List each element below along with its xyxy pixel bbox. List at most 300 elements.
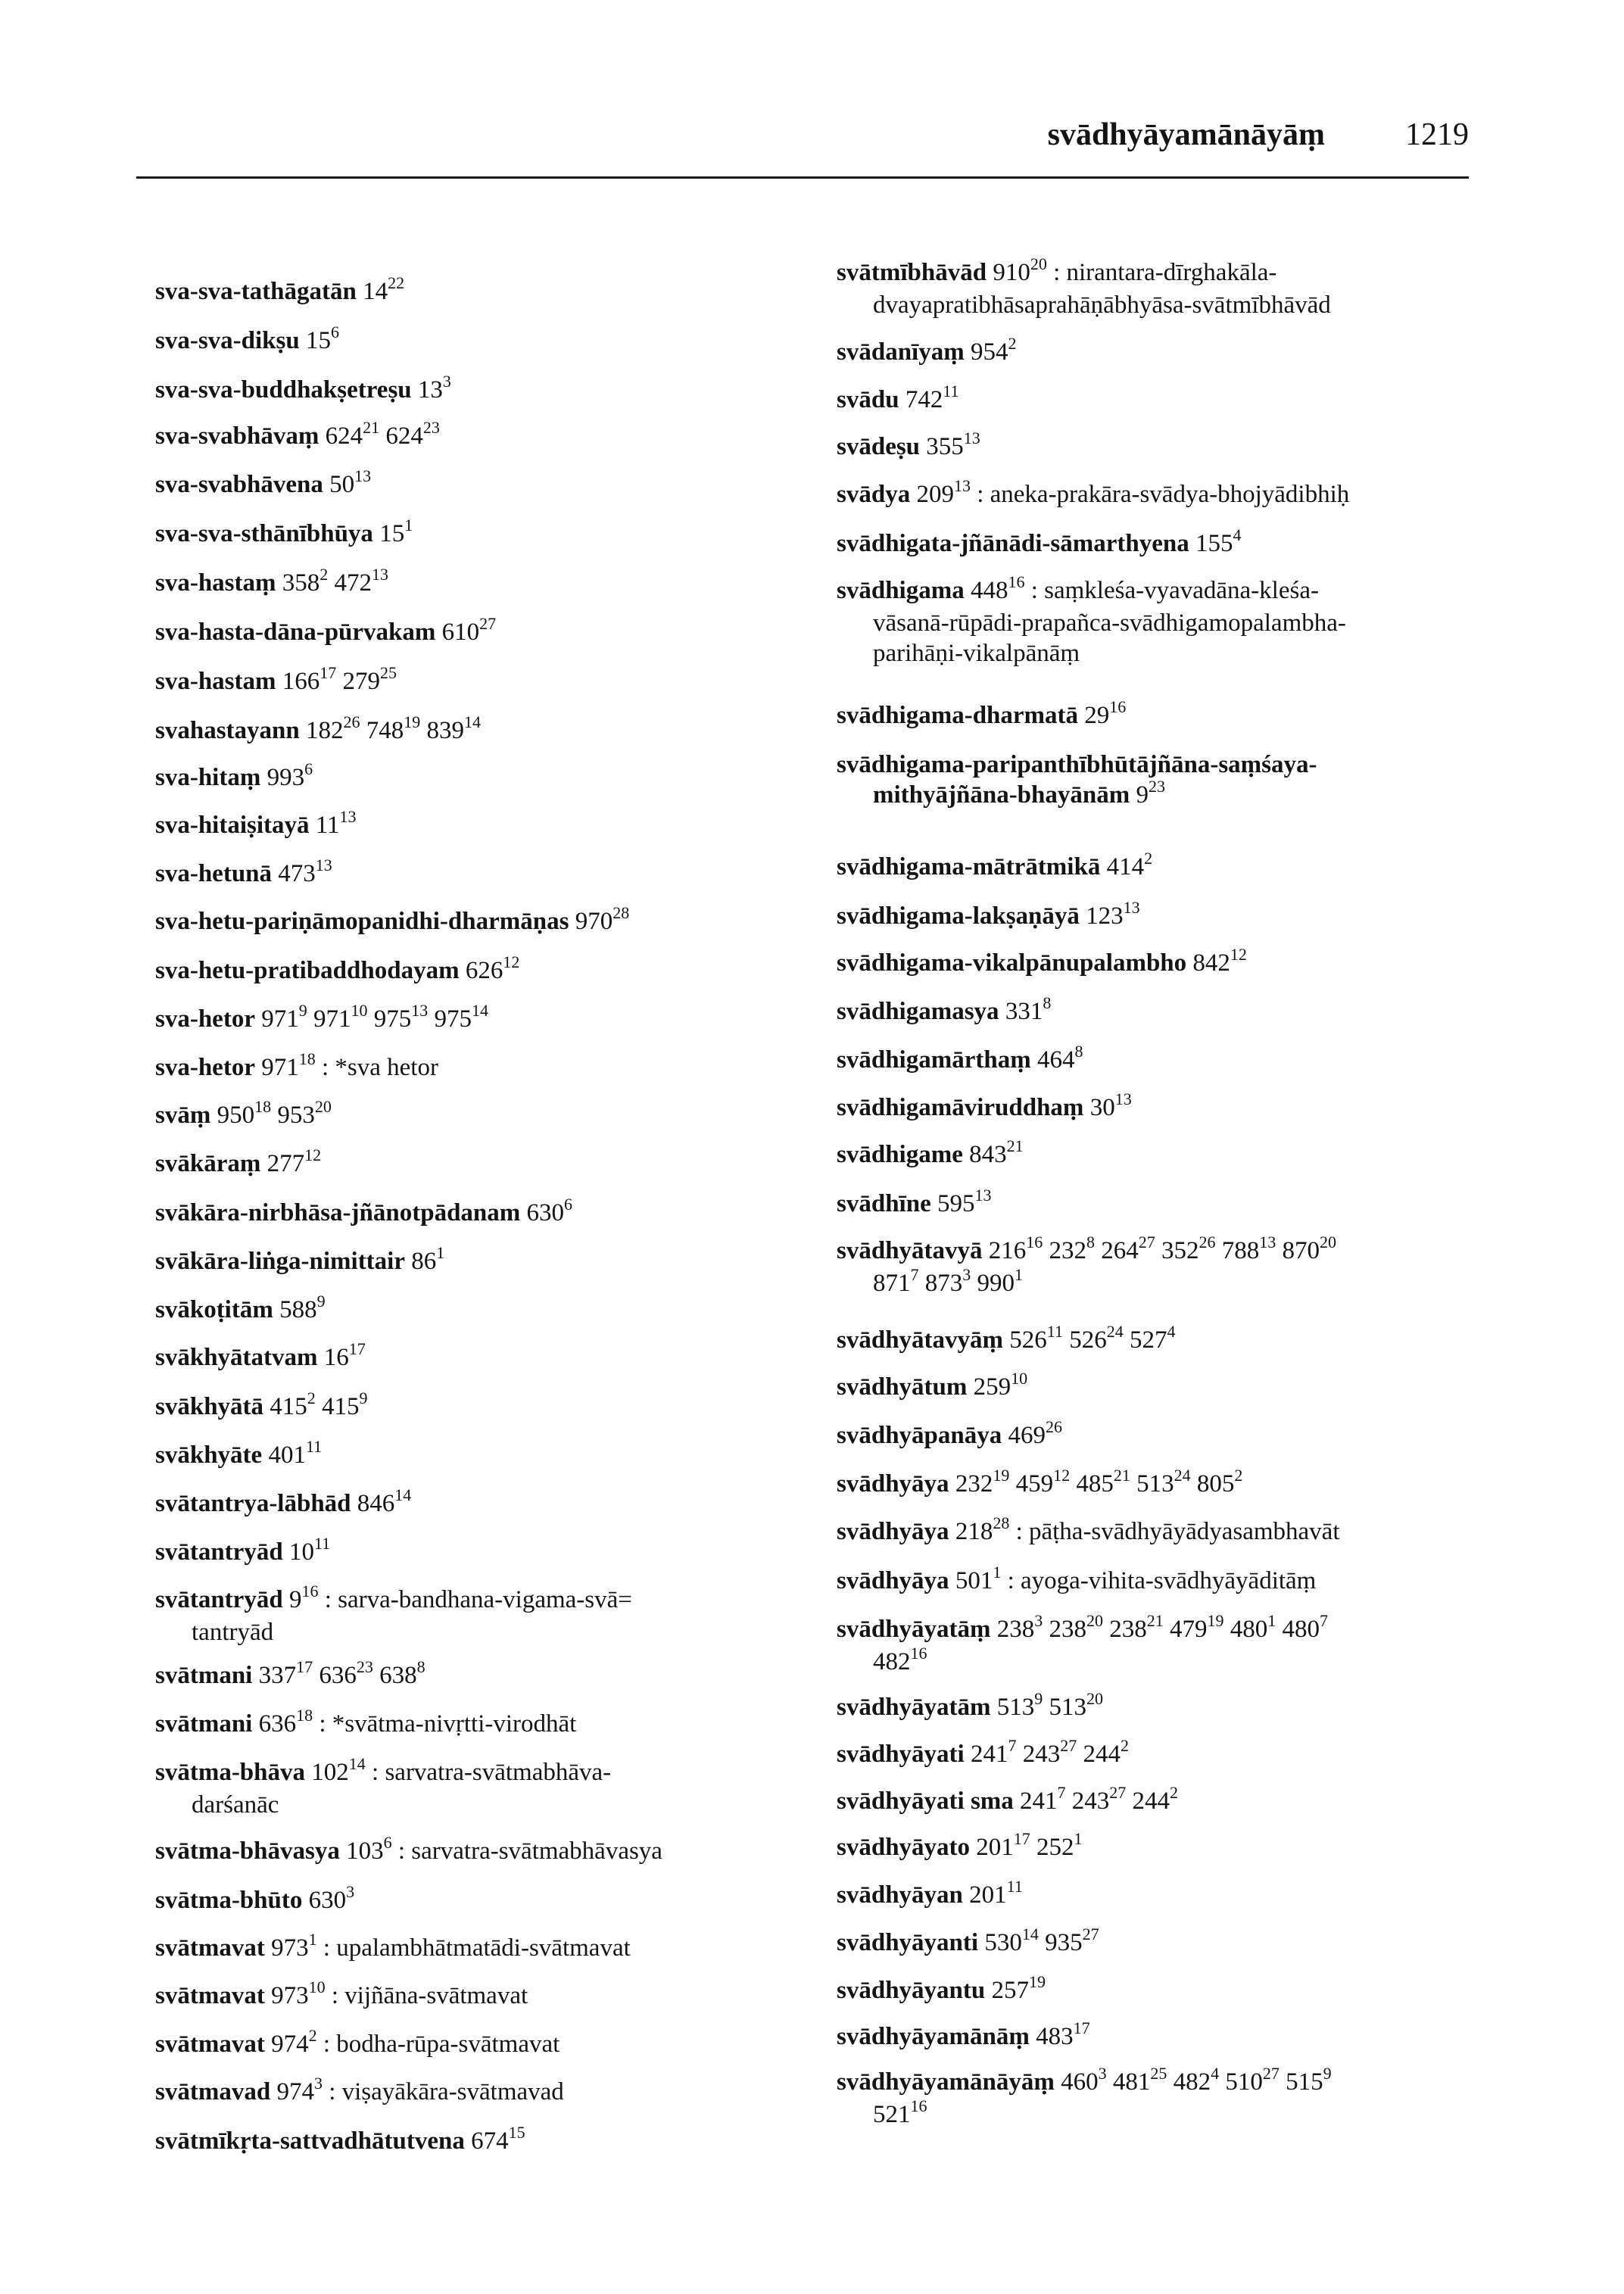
- refs: [311, 1754, 366, 1786]
- page-ref: 527: [1129, 1326, 1167, 1354]
- index-entry: svātmani $636^{18}$ : *svātma-nivṛtti-virodhāt: [155, 1706, 577, 1738]
- index-entry: [837, 525, 1242, 561]
- index-entry: [155, 466, 372, 502]
- index-entry: [155, 323, 339, 358]
- line-ref: 21: [363, 418, 380, 437]
- index-entry: [837, 1136, 1024, 1172]
- gloss-continuation: dvayapratibhāsaprahāṇābhyāsa-svātmībhāvād: [873, 291, 1331, 319]
- line-ref: 28: [613, 903, 630, 922]
- headword: svādhigata-jñānādi-sāmarthyena: [837, 530, 1189, 557]
- index-entry: [155, 903, 630, 939]
- page-ref: 337: [258, 1662, 297, 1689]
- refs: [969, 1877, 1023, 1909]
- page-ref: 513: [1136, 1470, 1174, 1498]
- refs: [575, 903, 630, 935]
- index-entry: [837, 429, 980, 464]
- line-ref: 8: [1043, 993, 1052, 1012]
- refs: [973, 1369, 1028, 1401]
- line-ref: 16: [1109, 697, 1127, 716]
- line-ref: 6: [304, 759, 313, 778]
- page-ref: 479: [1170, 1616, 1208, 1643]
- gloss: ayoga-vihita-svādhyāyāditāṃ: [1020, 1567, 1317, 1594]
- page-ref: 974: [271, 2031, 309, 2058]
- refs: [969, 1136, 1024, 1168]
- headword: svātmani: [155, 1710, 253, 1738]
- line-ref: 20: [1086, 1689, 1104, 1708]
- page-ref: 201: [969, 1881, 1007, 1909]
- line-ref: 13: [339, 807, 357, 826]
- page-ref: 843: [969, 1141, 1007, 1168]
- index-entry: [155, 856, 332, 891]
- page-ref: 11: [315, 812, 340, 839]
- page-ref: 973: [271, 1982, 309, 2009]
- page-ref: 954: [970, 338, 1008, 366]
- page-ref: 469: [1008, 1422, 1046, 1449]
- refs: [270, 1389, 368, 1420]
- line-ref: 3: [442, 372, 451, 391]
- page-ref: 975: [373, 1005, 412, 1033]
- page-ref: 624: [325, 422, 363, 450]
- gloss: *sva hetor: [335, 1054, 438, 1081]
- line-ref: 17: [1073, 2018, 1090, 2037]
- refs: [1089, 1089, 1132, 1121]
- page-ref: 243: [1071, 1788, 1110, 1815]
- index-entry: [837, 1186, 992, 1221]
- page-ref: 182: [305, 717, 344, 744]
- headword: svātmībhāvād: [837, 259, 987, 286]
- line-ref: 10: [351, 1001, 368, 1020]
- page-ref: 636: [258, 1710, 297, 1738]
- gloss: sarvatra-svātmabhāva-: [385, 1759, 612, 1786]
- refs: [984, 1925, 1099, 1956]
- index-entry: svādya $209^{13}$ : aneka-prakāra-svādya-bhojyādibhiḥ: [837, 476, 1350, 508]
- index-entry: svātmavat $974^2$ : bodha-rūpa-svātmavat: [155, 2026, 560, 2058]
- page-ref: 238: [996, 1616, 1035, 1643]
- line-ref: 20: [1086, 1611, 1104, 1630]
- refs: [271, 1978, 326, 2009]
- page-ref: 10: [288, 1538, 314, 1566]
- line-ref: 1: [1267, 1611, 1276, 1630]
- headword: sva-hastam: [155, 668, 276, 695]
- headword: svākhyātatvam: [155, 1344, 318, 1371]
- headword: svādhyāya: [837, 1567, 949, 1594]
- refs: [955, 1466, 1243, 1498]
- line-ref: 9: [359, 1389, 368, 1407]
- line-ref: 1: [993, 1563, 1002, 1582]
- line-ref: 2: [1120, 1736, 1129, 1755]
- headword: sva-svabhāvena: [155, 471, 323, 498]
- index-entry: svātma-bhāva $102^{14}$ : sarvatra-svātmabhāva- darśanāc: [155, 1754, 612, 1819]
- page-ref: 624: [385, 422, 423, 450]
- line-ref: 21: [1113, 1466, 1130, 1485]
- page-ref: 123: [1086, 902, 1124, 930]
- refs: [1106, 849, 1153, 881]
- line-ref: 13: [974, 1186, 992, 1205]
- line-ref: 3: [962, 1265, 971, 1284]
- headword: svākhyāte: [155, 1442, 263, 1469]
- page-ref: 630: [308, 1887, 347, 1914]
- headword: sva-hetor: [155, 1054, 255, 1081]
- line-ref: 18: [298, 1049, 316, 1068]
- headword: svādu: [837, 386, 899, 413]
- line-ref: 13: [963, 429, 980, 447]
- index-entry: [155, 1097, 332, 1133]
- line-ref: 4: [1233, 525, 1242, 544]
- line-ref: 1: [308, 1930, 317, 1949]
- refs: [970, 334, 1017, 366]
- line-ref: 19: [1207, 1611, 1224, 1630]
- refs: [873, 1644, 927, 1675]
- page-ref: 15: [379, 520, 405, 547]
- refs: [261, 1001, 488, 1033]
- page-ref: 630: [526, 1199, 565, 1226]
- index-entry: [155, 1657, 425, 1693]
- page-ref: 244: [1132, 1788, 1170, 1815]
- line-ref: 9: [298, 1001, 307, 1020]
- index-entry: [155, 273, 405, 309]
- line-ref: 11: [1046, 1322, 1063, 1341]
- page-ref: 50: [329, 471, 355, 498]
- refs: [937, 1186, 992, 1217]
- line-ref: 2: [320, 565, 329, 584]
- headword: svahastayann: [155, 717, 300, 744]
- line-ref: 19: [404, 712, 421, 731]
- refs: [282, 663, 397, 695]
- headword: svādhigame: [837, 1141, 963, 1168]
- index-entry: [155, 1292, 326, 1327]
- page-header: [136, 114, 1469, 179]
- headword: svādhyāya: [837, 1470, 949, 1498]
- line-ref: 22: [388, 273, 405, 292]
- page-number: 1219: [1405, 117, 1469, 152]
- refs: [267, 759, 313, 791]
- headword: sva-hastaṃ: [155, 569, 276, 597]
- page-ref: 259: [973, 1373, 1011, 1401]
- refs: [471, 2123, 525, 2155]
- line-ref: 26: [343, 712, 360, 731]
- page-ref: 252: [1036, 1834, 1074, 1861]
- page-ref: 480: [1230, 1616, 1268, 1643]
- page-ref: 595: [937, 1190, 975, 1217]
- page-ref: 358: [282, 569, 320, 597]
- page-ref: 9: [288, 1586, 302, 1613]
- line-ref: 27: [1109, 1783, 1127, 1802]
- headword: svādhīne: [837, 1190, 931, 1217]
- page-ref: 218: [955, 1518, 993, 1545]
- line-ref: 14: [471, 1001, 488, 1020]
- page-ref: 521: [873, 2101, 911, 2128]
- line-ref: 19: [993, 1466, 1010, 1485]
- refs: [357, 1485, 412, 1517]
- gloss-continuation: darśanāc: [192, 1791, 279, 1819]
- page-ref: 232: [1049, 1237, 1087, 1264]
- page-ref: 472: [334, 569, 372, 597]
- line-ref: 10: [1011, 1369, 1028, 1388]
- index-entry: [155, 1339, 366, 1375]
- line-ref: 2: [1008, 334, 1017, 353]
- index-entry: svādhigama $448^{16}$ : saṃkleśa-vyavadāna-kleśa- vāsanā-rūpādi-prapañca-svādhigamopalambha- parihāṇi-vikalpānāṃ: [837, 572, 1346, 667]
- refs: [441, 614, 497, 646]
- page-ref: 460: [1061, 2068, 1099, 2096]
- index-entry: [155, 1001, 488, 1036]
- line-ref: 3: [313, 2074, 323, 2093]
- refs: [271, 1930, 317, 1962]
- headword: svādhigama-mātrātmikā: [837, 853, 1101, 881]
- line-ref: 14: [348, 1754, 366, 1773]
- line-ref: 2: [307, 1389, 316, 1407]
- page-ref: 16: [323, 1344, 349, 1371]
- headword: svādhyāya: [837, 1518, 949, 1545]
- line-ref: 13: [1114, 1089, 1132, 1108]
- page-ref: 216: [988, 1237, 1027, 1264]
- line-ref: 3: [346, 1882, 355, 1901]
- headword: sva-hetu-pariṇāmopanidhi-dharmāṇas: [155, 908, 569, 935]
- page-ref: 14: [363, 278, 388, 305]
- headword: svādhyātum: [837, 1373, 968, 1401]
- refs: [258, 1657, 425, 1689]
- refs: [1061, 2064, 1332, 2096]
- page-ref: 415: [322, 1393, 360, 1420]
- line-ref: 15: [508, 2123, 525, 2142]
- refs: [346, 1833, 392, 1865]
- headword: svādhigama-paripanthībhūtājñāna-saṃśaya-: [837, 751, 1317, 778]
- line-ref: 26: [1046, 1417, 1063, 1436]
- refs: [988, 1233, 1337, 1264]
- page-ref: 990: [977, 1270, 1015, 1297]
- line-ref: 13: [411, 1001, 429, 1020]
- index-entry: svātmavat $973^{10}$ : vijñāna-svātmavat: [155, 1978, 528, 2009]
- refs: [1086, 898, 1140, 930]
- headword: svādhyāyantu: [837, 1977, 986, 2004]
- line-ref: 28: [993, 1513, 1010, 1532]
- index-entry: [155, 952, 520, 988]
- index-entry: [837, 1369, 1028, 1404]
- headword: svādhigamāviruddhaṃ: [837, 1094, 1084, 1121]
- line-ref: 1: [1015, 1265, 1023, 1284]
- page-ref: 971: [261, 1005, 299, 1033]
- line-ref: 9: [1034, 1689, 1043, 1708]
- page-ref: 953: [277, 1102, 315, 1129]
- page-ref: 13: [417, 376, 443, 404]
- entry-continuation: [837, 777, 1317, 812]
- page-ref: 993: [267, 764, 305, 791]
- line-ref: 13: [315, 856, 332, 874]
- index-entry: [155, 759, 313, 795]
- page-ref: 448: [970, 577, 1008, 604]
- line-ref: 12: [1230, 945, 1247, 964]
- page-ref: 29: [1084, 702, 1110, 729]
- index-entry: [837, 1042, 1083, 1077]
- line-ref: 27: [1082, 1925, 1099, 1943]
- page-ref: 530: [984, 1929, 1022, 1956]
- index-entry: [837, 2064, 1332, 2132]
- gloss: saṃkleśa-vyavadāna-kleśa-: [1044, 577, 1319, 604]
- headword: svākhyātā: [155, 1393, 264, 1420]
- page-ref: 873: [924, 1270, 963, 1297]
- refs: [993, 254, 1047, 286]
- page-ref: 459: [1015, 1470, 1054, 1498]
- headword: svātmavat: [155, 2031, 265, 2058]
- headword: svādhyāpanāya: [837, 1422, 1002, 1449]
- headword: sva-hitaiṣitayā: [155, 812, 310, 839]
- refs: [288, 1534, 331, 1566]
- refs: [1020, 1783, 1179, 1815]
- page-ref: 910: [993, 259, 1030, 286]
- headword: svādhyāyamānāṃ: [837, 2023, 1030, 2050]
- page-ref: 842: [1192, 949, 1230, 977]
- gloss: pāṭha-svādhyāyādyasambhavāt: [1028, 1518, 1340, 1545]
- line-ref: 11: [305, 1437, 323, 1456]
- line-ref: 2: [308, 2026, 317, 2045]
- gloss: aneka-prakāra-svādya-bhojyādibhiḥ: [990, 481, 1350, 508]
- page-ref: 232: [955, 1470, 993, 1498]
- page-ref: 30: [1089, 1094, 1115, 1121]
- page-ref: 973: [271, 1934, 309, 1962]
- gloss: *svātma-nivṛtti-virodhāt: [332, 1710, 577, 1738]
- page-ref: 610: [441, 619, 480, 646]
- index-entry: [155, 418, 440, 454]
- headword: sva-sva-dikṣu: [155, 327, 300, 354]
- index-entry: [155, 1534, 331, 1569]
- headword: svādhigama-vikalpānupalambho: [837, 949, 1187, 977]
- refs: [288, 1582, 319, 1613]
- line-ref: 8: [1086, 1233, 1096, 1251]
- line-ref: 9: [316, 1292, 326, 1311]
- page-ref: 241: [970, 1741, 1008, 1768]
- headword: svādhyāyatāṃ: [837, 1616, 991, 1643]
- page-ref: 975: [434, 1005, 472, 1033]
- index-entry: [837, 1972, 1046, 2008]
- index-entry: svātantryād $9^{16}$ : sarva-bandhana-vigama-svā= tantryād: [155, 1582, 632, 1646]
- index-entry: [837, 750, 1317, 812]
- headword: svādhigamasya: [837, 998, 999, 1025]
- index-entry: [837, 849, 1153, 884]
- headword: svādanīyaṃ: [837, 338, 965, 366]
- index-entry: [155, 614, 497, 650]
- refs: [1005, 993, 1052, 1025]
- page-ref: 971: [313, 1005, 351, 1033]
- refs: [363, 273, 405, 305]
- line-ref: 11: [1006, 1877, 1023, 1896]
- index-entry: [155, 516, 413, 551]
- index-entry: [155, 565, 389, 600]
- refs: [271, 2026, 317, 2058]
- index-entry: [837, 1089, 1132, 1125]
- headword: sva-hetunā: [155, 860, 273, 887]
- line-ref: 3: [1098, 2064, 1107, 2083]
- page-ref: 526: [1069, 1326, 1107, 1354]
- page-ref: 970: [575, 908, 613, 935]
- line-ref: 21: [1146, 1611, 1164, 1630]
- line-ref: 2: [1144, 849, 1153, 868]
- headword: sva-svabhāvaṃ: [155, 422, 320, 450]
- entry-continuation: [837, 2096, 1332, 2132]
- refs: [970, 1736, 1129, 1768]
- line-ref: 2: [1234, 1466, 1243, 1485]
- refs: [308, 1882, 355, 1914]
- index-entry: [155, 712, 481, 748]
- line-ref: 14: [1021, 1925, 1039, 1943]
- index-entry: [155, 372, 451, 407]
- refs: [411, 1243, 445, 1275]
- headword: svādhyātavyā: [837, 1237, 983, 1264]
- page-ref: 352: [1161, 1237, 1199, 1264]
- headword: svākāraṃ: [155, 1150, 261, 1177]
- line-ref: 27: [1262, 2064, 1280, 2083]
- line-ref: 27: [1060, 1736, 1077, 1755]
- page-ref: 264: [1101, 1237, 1139, 1264]
- line-ref: 25: [1150, 2064, 1167, 2083]
- headword: sva-sva-sthānībhūya: [155, 520, 373, 547]
- page-ref: 526: [1009, 1326, 1047, 1354]
- headword: svādhyāyato: [837, 1834, 971, 1861]
- headword: svādhigama-dharmatā: [837, 702, 1079, 729]
- refs: [1036, 2018, 1090, 2050]
- refs: [305, 712, 481, 744]
- page-ref: 414: [1106, 853, 1145, 881]
- line-ref: 20: [1320, 1233, 1337, 1251]
- line-ref: 7: [1057, 1783, 1066, 1802]
- index-entry: sva-hetor $971^{18}$ : *sva hetor: [155, 1049, 438, 1081]
- page-ref: 483: [1036, 2023, 1074, 2050]
- page-ref: 871: [873, 1270, 911, 1297]
- entry-continuation: [837, 1265, 1336, 1301]
- page-ref: 86: [411, 1248, 437, 1275]
- line-ref: 8: [1074, 1042, 1083, 1061]
- index-entry: [837, 1925, 1099, 1960]
- headword: svātma-bhāvasya: [155, 1837, 340, 1865]
- line-ref: 20: [1030, 254, 1047, 273]
- page-ref: 243: [1022, 1741, 1061, 1768]
- page-ref: 971: [261, 1054, 299, 1081]
- page-ref: 935: [1045, 1929, 1083, 1956]
- page-ref: 155: [1195, 530, 1233, 557]
- page-ref: 401: [268, 1442, 306, 1469]
- headword: svādhyāyanti: [837, 1929, 979, 1956]
- refs: [261, 1049, 316, 1081]
- refs: [329, 466, 372, 498]
- index-entry: [837, 1611, 1329, 1679]
- page-ref: 277: [267, 1150, 305, 1177]
- index-entry: [837, 1736, 1129, 1772]
- index-entry: [155, 1882, 355, 1918]
- page-ref: 482: [1173, 2068, 1211, 2096]
- gloss-continuation: tantryād: [192, 1619, 274, 1646]
- line-ref: 8: [416, 1657, 425, 1676]
- header-rule: [136, 176, 1469, 179]
- index-entry: [837, 1877, 1023, 1912]
- headword: sva-sva-tathāgatān: [155, 278, 357, 305]
- line-ref: 6: [383, 1833, 392, 1852]
- line-ref: 12: [503, 952, 520, 971]
- page-ref: 482: [873, 1648, 911, 1675]
- page-ref: 513: [1049, 1694, 1087, 1721]
- line-ref: 7: [910, 1265, 919, 1284]
- gloss-continuation: vāsanā-rūpādi-prapañca-svādhigamopalambha-: [873, 609, 1346, 637]
- line-ref: 13: [953, 476, 971, 495]
- refs: [970, 572, 1025, 604]
- headword: svātmavat: [155, 1934, 265, 1962]
- gloss: bodha-rūpa-svātmavat: [336, 2031, 560, 2058]
- refs: [1192, 945, 1247, 977]
- line-ref: 20: [314, 1097, 332, 1116]
- refs: [278, 856, 332, 887]
- headword: svādhyāyati: [837, 1741, 965, 1768]
- index-entry: svātmībhāvād $910^{20}$ : nirantara-dīrghakāla- dvayapratibhāsaprahāṇābhyāsa-svātmībhāvād: [837, 254, 1331, 319]
- page-ref: 464: [1036, 1046, 1075, 1074]
- page-ref: 103: [346, 1837, 384, 1865]
- index-entry: svātma-bhāvasya $103^6$ : sarvatra-svātmabhāvasya: [155, 1833, 662, 1865]
